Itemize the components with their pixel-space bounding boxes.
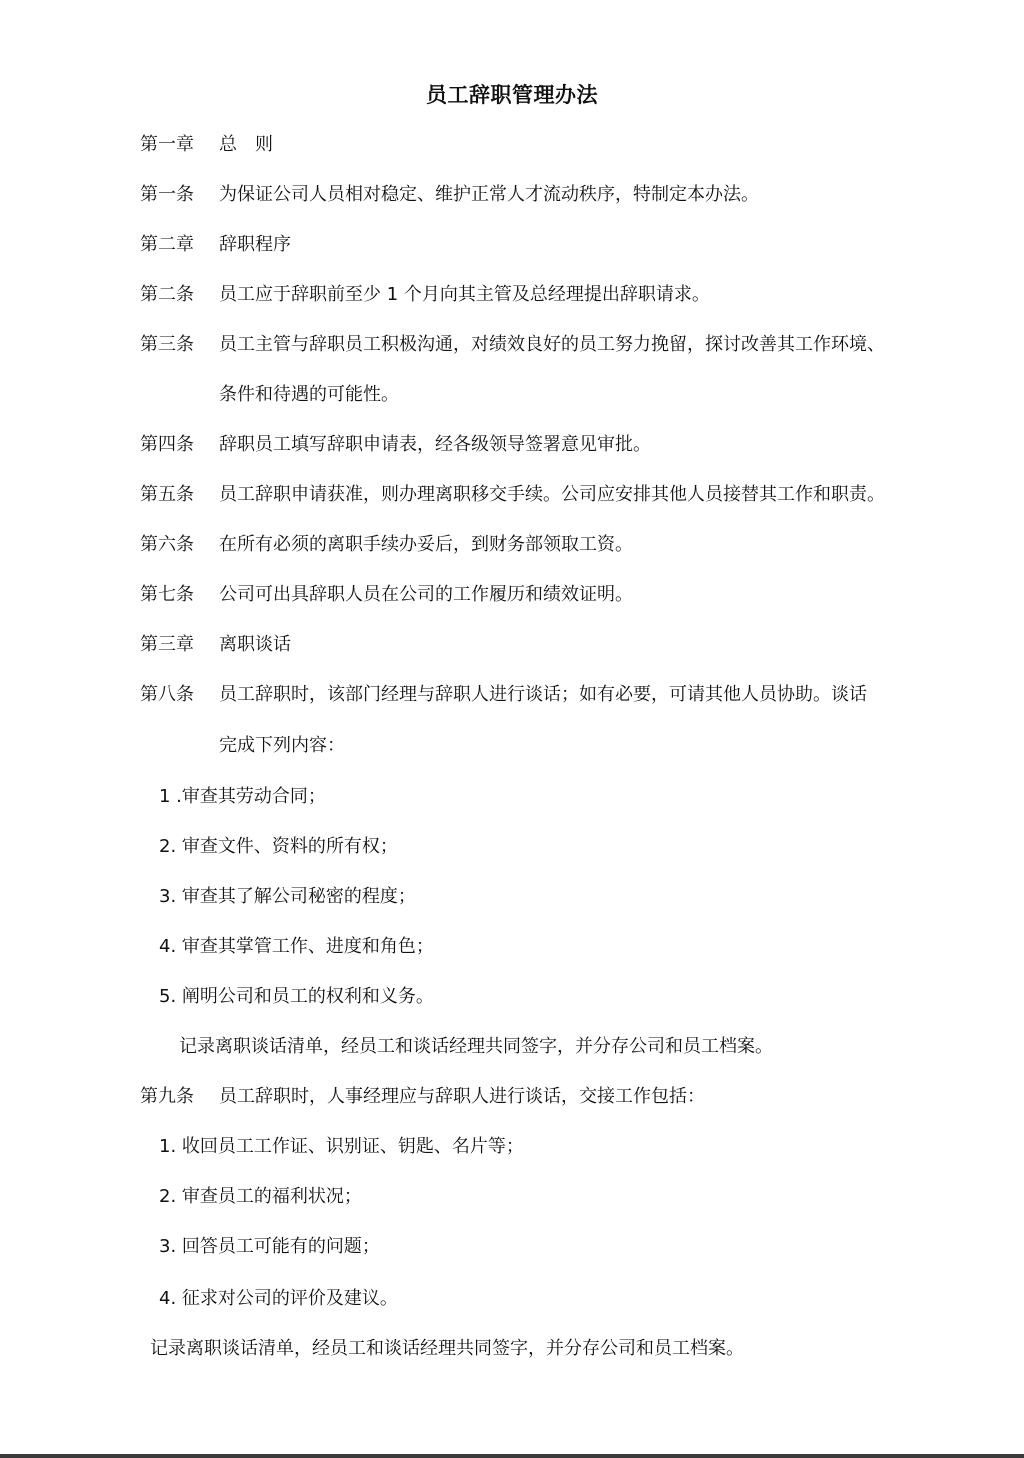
chapter-title: 总 则 [219, 134, 273, 155]
article-label: 第八条 [140, 684, 194, 705]
chapter-1 [140, 131, 273, 159]
article-text: 辞职员工填写辞职申请表，经各级领导签署意见审批。 [219, 434, 651, 455]
article-text: 在所有必须的离职手续办妥后，到财务部领取工资。 [219, 534, 633, 555]
article-8 [140, 681, 867, 709]
record-note: 记录离职谈话清单，经员工和谈话经理共同签字，并分存公司和员工档案。 [179, 1036, 773, 1057]
article-8-continuation: 完成下列内容： [219, 735, 345, 756]
article-text: 公司可出具辞职人员在公司的工作履历和绩效证明。 [219, 584, 633, 605]
article-2 [140, 281, 710, 309]
article-9 [140, 1083, 705, 1111]
chapter-2 [140, 231, 291, 259]
list-item: 1. 收回员工工作证、识别证、钥匙、名片等； [159, 1136, 524, 1157]
document-title: 员工辞职管理办法 [426, 83, 598, 107]
list-item: 4. 征求对公司的评价及建议。 [159, 1288, 398, 1309]
chapter-label: 第三章 [140, 634, 194, 655]
article-text: 为保证公司人员相对稳定、维护正常人才流动秩序，特制定本办法。 [219, 184, 759, 205]
article-1 [140, 181, 759, 209]
article-text: 员工辞职时，人事经理应与辞职人进行谈话，交接工作包括： [219, 1086, 705, 1107]
chapter-label: 第一章 [140, 134, 194, 155]
article-label: 第五条 [140, 484, 194, 505]
article-4 [140, 431, 651, 459]
list-item: 1 .审查其劳动合同； [159, 786, 326, 807]
list-item: 5. 阐明公司和员工的权利和义务。 [159, 986, 434, 1007]
article-label: 第九条 [140, 1086, 194, 1107]
article-text: 员工辞职时，该部门经理与辞职人进行谈话；如有必要，可请其他人员协助。谈话 [219, 684, 867, 705]
article-label: 第六条 [140, 534, 194, 555]
article-5 [140, 481, 885, 509]
article-3 [140, 331, 885, 359]
chapter-title: 离职谈话 [219, 634, 291, 655]
article-text: 员工辞职申请获准，则办理离职移交手续。公司应安排其他人员接替其工作和职责。 [219, 484, 885, 505]
list-item: 3. 回答员工可能有的问题； [159, 1236, 380, 1257]
article-label: 第二条 [140, 284, 194, 305]
article-text: 员工应于辞职前至少 1 个月向其主管及总经理提出辞职请求。 [219, 284, 710, 305]
article-text: 员工主管与辞职员工积极沟通，对绩效良好的员工努力挽留，探讨改善其工作环境、 [219, 334, 885, 355]
chapter-title: 辞职程序 [219, 234, 291, 255]
list-item: 2. 审查文件、资料的所有权； [159, 836, 398, 857]
article-6 [140, 531, 633, 559]
page-bottom-border [0, 1454, 1024, 1458]
article-label: 第三条 [140, 334, 194, 355]
article-3-continuation: 条件和待遇的可能性。 [219, 384, 399, 405]
article-label: 第七条 [140, 584, 194, 605]
list-item: 2. 审查员工的福利状况； [159, 1186, 362, 1207]
article-label: 第四条 [140, 434, 194, 455]
list-item: 3. 审查其了解公司秘密的程度； [159, 886, 416, 907]
record-note: 记录离职谈话清单，经员工和谈话经理共同签字，并分存公司和员工档案。 [150, 1338, 744, 1359]
chapter-label: 第二章 [140, 234, 194, 255]
article-label: 第一条 [140, 184, 194, 205]
chapter-3 [140, 631, 291, 659]
list-item: 4. 审查其掌管工作、进度和角色； [159, 936, 434, 957]
article-7 [140, 581, 633, 609]
